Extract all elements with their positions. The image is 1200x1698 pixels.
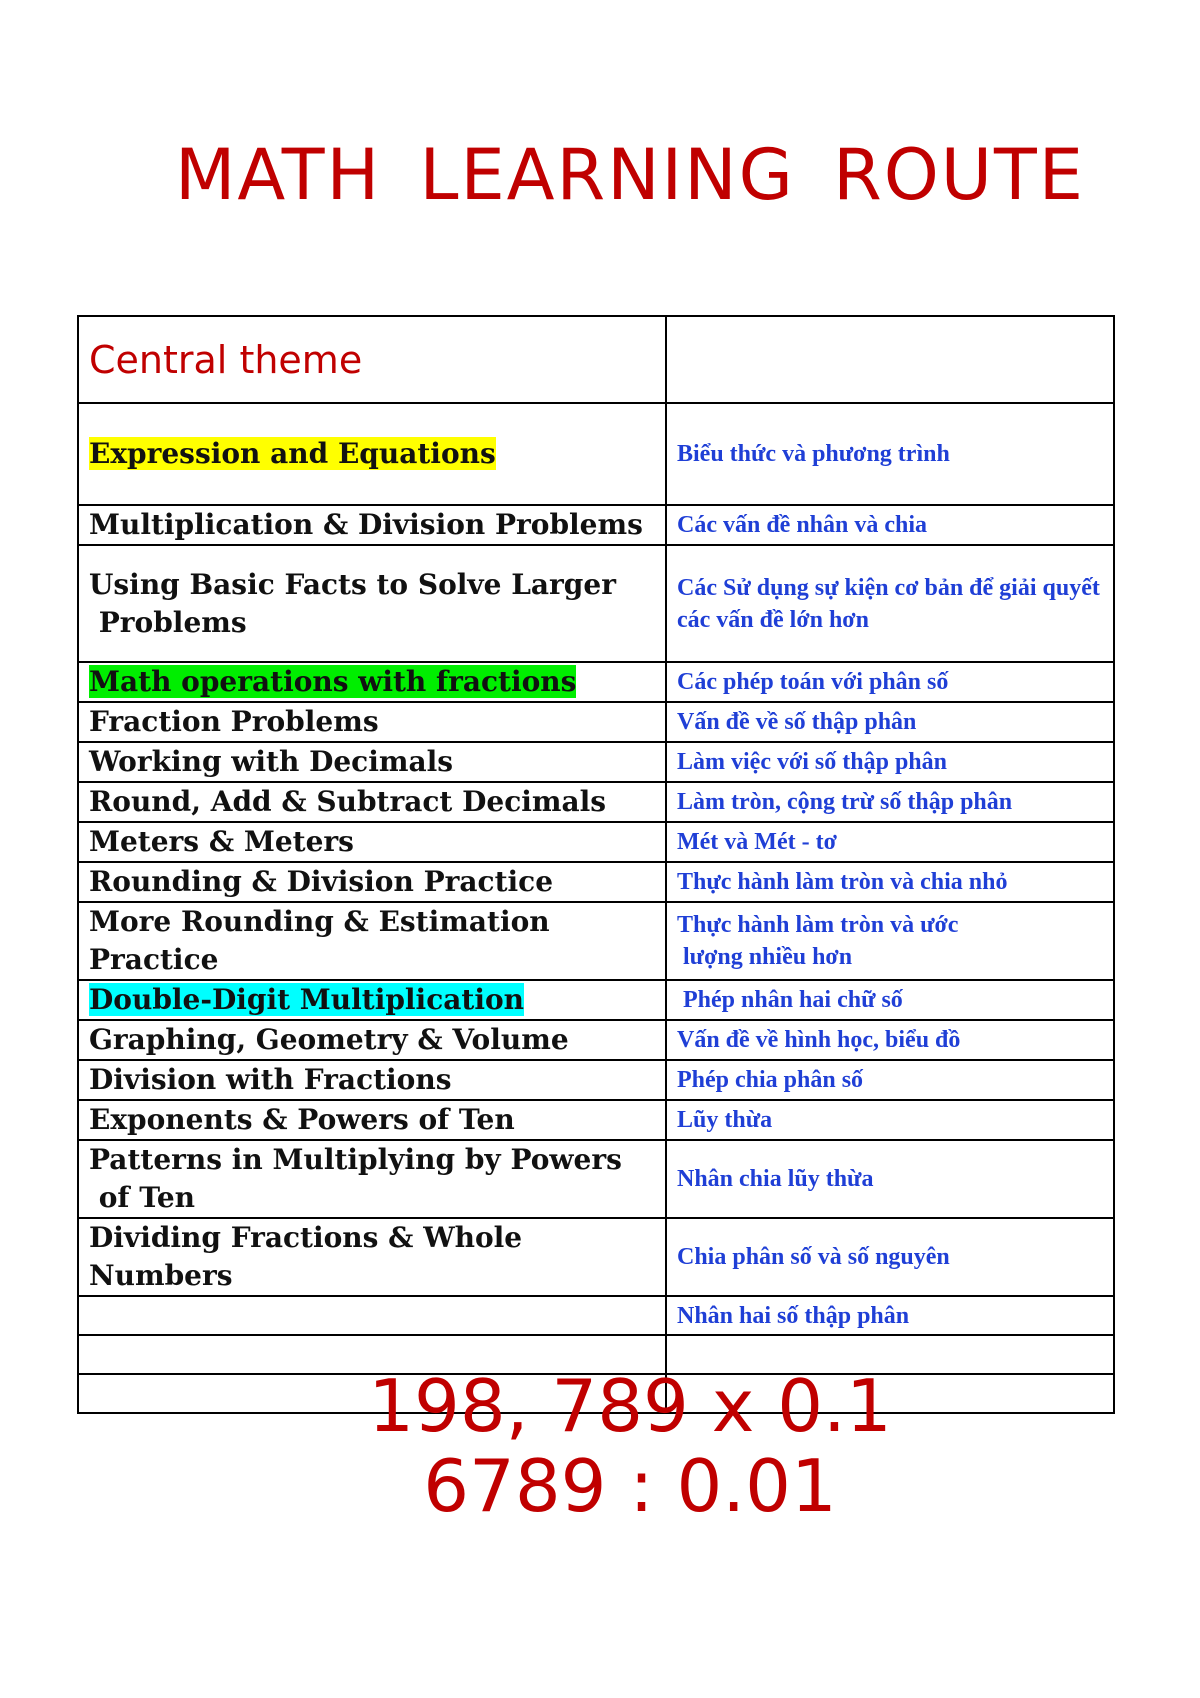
- topic-vi-cell: [666, 1100, 1114, 1140]
- topic-en-text: Double-Digit Multiplication: [89, 983, 524, 1016]
- topic-en-text-cont: Problems: [89, 605, 247, 639]
- topic-en-text: Using Basic Facts to Solve Larger: [89, 567, 616, 601]
- topic-en-cell: [78, 902, 666, 980]
- topic-vi-text: Các vấn đề nhân và chia: [677, 512, 928, 538]
- topic-vi-cell: [666, 702, 1114, 742]
- topic-en-text: Expression and Equations: [89, 437, 496, 470]
- topic-en-cell: [78, 702, 666, 742]
- topic-en-text: Dividing Fractions & Whole Numbers: [89, 1221, 523, 1292]
- table-row: [78, 822, 1114, 862]
- topic-en-cell: [78, 1218, 666, 1296]
- topic-vi-text: Thực hành làm tròn và chia nhỏ: [677, 869, 1008, 895]
- table-row: [78, 1020, 1114, 1060]
- topic-en-cell: [78, 1020, 666, 1060]
- table-row: [78, 662, 1114, 702]
- topic-vi-text: Làm việc với số thập phân: [677, 749, 947, 775]
- topic-vi-cell: [666, 782, 1114, 822]
- topic-en-text: Division with Fractions: [89, 1063, 452, 1096]
- table-row: [78, 1060, 1114, 1100]
- topic-vi-text: Biểu thức và phương trình: [677, 441, 950, 467]
- learning-route-table: [77, 315, 1115, 1414]
- topic-vi-cell: [666, 902, 1114, 980]
- topic-vi-cell: [666, 403, 1114, 505]
- topic-en-cell: [78, 505, 666, 545]
- topic-en-cell: [78, 1100, 666, 1140]
- formula-divide: 6789 : 0.01: [423, 1444, 837, 1528]
- topic-en-cell: [78, 403, 666, 505]
- topic-vi-text: Mét và Mét - tơ: [677, 829, 837, 855]
- page-title: MATH LEARNING ROUTE: [174, 134, 1086, 216]
- table-row: [78, 862, 1114, 902]
- topic-en-cell: [78, 1140, 666, 1218]
- topic-vi-text: Vấn đề về hình học, biểu đồ: [677, 1027, 961, 1053]
- topic-vi-text: Chia phân số và số nguyên: [677, 1244, 950, 1270]
- topic-vi-cell: [666, 1140, 1114, 1218]
- topic-vi-cell: [666, 862, 1114, 902]
- topic-en-text-cont: of Ten: [89, 1181, 196, 1214]
- topic-vi-text: Nhân hai số thập phân: [677, 1302, 910, 1329]
- topic-en-cell: [78, 662, 666, 702]
- topic-en-cell: [78, 862, 666, 902]
- topic-en-cell: [78, 1060, 666, 1100]
- topic-vi-cell: [666, 1020, 1114, 1060]
- topic-vi-text-cont: lượng nhiều hơn: [677, 944, 853, 970]
- topic-en-text: Multiplication & Division Problems: [89, 508, 643, 541]
- topic-en-text: Math operations with fractions: [89, 665, 577, 698]
- topic-en-cell: [78, 980, 666, 1020]
- topic-en-text: More Rounding & Estimation Practice: [89, 905, 550, 976]
- topic-en-text: Patterns in Multiplying by Powers: [89, 1143, 622, 1176]
- table-row: [78, 782, 1114, 822]
- formula-multiply: 198, 789 x 0.1: [368, 1364, 892, 1448]
- table-row: [78, 1218, 1114, 1296]
- topic-en-text: Round, Add & Subtract Decimals: [89, 785, 607, 818]
- topic-en-text: Rounding & Division Practice: [89, 865, 554, 898]
- table-row: [78, 545, 1114, 662]
- topic-vi-text-cont: các vấn đề lớn hơn: [677, 606, 869, 633]
- central-theme-header: Central theme: [78, 316, 666, 403]
- topic-vi-text: Làm tròn, cộng trừ số thập phân: [677, 789, 1013, 815]
- topic-en-cell: [78, 822, 666, 862]
- topic-en-cell: [78, 545, 666, 662]
- topic-vi-text: Phép nhân hai chữ số: [677, 987, 903, 1013]
- topic-vi-cell: [666, 1296, 1114, 1335]
- table-row: [78, 980, 1114, 1020]
- topic-vi-cell: [666, 545, 1114, 662]
- topic-en-text: Working with Decimals: [89, 745, 454, 778]
- topic-vi-cell: [666, 980, 1114, 1020]
- topic-en-cell: [78, 782, 666, 822]
- topic-vi-text: Lũy thừa: [677, 1107, 773, 1133]
- topic-vi-cell: [666, 742, 1114, 782]
- topic-vi-text: Vấn đề về số thập phân: [677, 709, 917, 735]
- table-row: [78, 702, 1114, 742]
- table-row: [78, 1140, 1114, 1218]
- topic-en-text: Meters & Meters: [89, 825, 354, 858]
- table-row: [78, 505, 1114, 545]
- topic-vi-cell: [666, 822, 1114, 862]
- table-header-row: [78, 316, 1114, 403]
- table-row: [78, 403, 1114, 505]
- table-row: [78, 1100, 1114, 1140]
- topic-vi-text: Phép chia phân số: [677, 1067, 864, 1093]
- table-row: [78, 742, 1114, 782]
- topic-en-text: Exponents & Powers of Ten: [89, 1103, 515, 1136]
- topic-vi-text: Nhân chia lũy thừa: [677, 1166, 874, 1192]
- header-vi-cell: [666, 316, 1114, 403]
- topic-vi-cell: [666, 1060, 1114, 1100]
- topic-vi-cell: [666, 662, 1114, 702]
- topic-vi-text: Các Sử dụng sự kiện cơ bản để giải quyết: [677, 574, 1100, 601]
- topic-vi-text: Các phép toán với phân số: [677, 669, 949, 695]
- topic-en-cell: [78, 742, 666, 782]
- topic-vi-cell: [666, 1218, 1114, 1296]
- topic-vi-cell: [666, 505, 1114, 545]
- table-row: [78, 902, 1114, 980]
- table-row: [78, 1296, 1114, 1335]
- topic-vi-text: Thực hành làm tròn và ước: [677, 912, 959, 938]
- topic-en-cell: [78, 1296, 666, 1335]
- topic-en-text: Graphing, Geometry & Volume: [89, 1023, 569, 1056]
- topic-en-text: Fraction Problems: [89, 705, 379, 738]
